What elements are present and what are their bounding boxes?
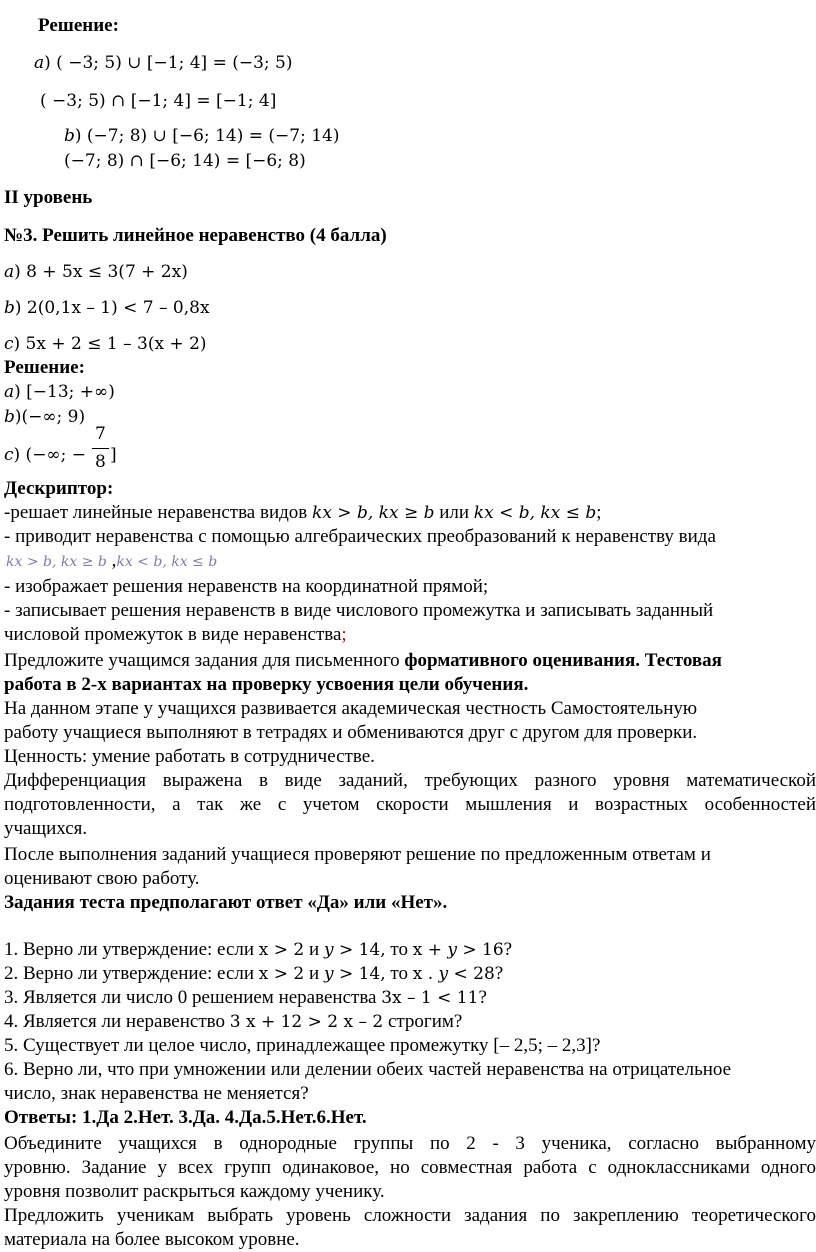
solution-1b-union: 𝑏) (−7; 8) ∪ [−6; 14) = (−7; 14): [64, 126, 340, 146]
paragraph-differentiation-line-3: учащихся.: [4, 818, 88, 839]
descriptor-line-5: - записывает решения неравенств в виде числового промежутка и записывать заданный: [4, 600, 714, 621]
descriptor-line-2: - приводит неравенства с помощью алгебраических преобразований к неравенству вида: [4, 526, 716, 547]
question-4: 4. Является ли неравенство 3 x + 12 > 2 x – 2 строгим?: [4, 1011, 463, 1032]
fraction-numerator: 7: [95, 424, 106, 444]
closing-paragraph-1-line-2: уровню. Задание у всех групп одинаковое, но совместная работа с одноклассниками одного: [4, 1157, 816, 1178]
descriptor-math-1: 𝑘𝑥 > 𝑏, 𝑘𝑥 ≥ 𝑏: [312, 503, 435, 523]
solution-heading-2: Решение:: [4, 357, 85, 378]
answers-line: Ответы: 1.Да 2.Нет. 3.Да. 4.Да.5.Нет.6.Нет.: [4, 1107, 367, 1128]
question-3: 3. Является ли число 0 решением неравенства 3x – 1 < 11?: [4, 987, 487, 1008]
task3-item-b: 𝑏) 2(0,1x – 1) < 7 – 0,8x: [4, 298, 210, 318]
descriptor-heading: Дескриптор:: [4, 478, 114, 499]
answer-a: 𝑎) [−13; +∞): [4, 382, 115, 402]
solution-1b-intersection: (−7; 8) ∩ [−6; 14) = [−6; 8): [64, 151, 306, 171]
task3-item-a: 𝑎) 8 + 5x ≤ 3(7 + 2x): [4, 262, 188, 282]
fraction-denominator: 8: [95, 452, 106, 472]
paragraph-check-line-1: После выполнения заданий учащиеся проверяют решение по предложенным ответам и: [4, 844, 711, 865]
question-6-line-1: 6. Верно ли, что при умножении или делении обеих частей неравенства на отрицательное: [4, 1059, 732, 1080]
descriptor-line-4: - изображает решения неравенств на координатной прямой;: [4, 576, 489, 597]
descriptor-math-2: 𝑘𝑥 < 𝑏, 𝑘𝑥 ≤ 𝑏: [473, 503, 597, 523]
descriptor-formula-image-2: kx < b, kx ≤ b: [116, 554, 218, 570]
descriptor-line-3: kx > b, kx ≥ b ,kx < b, kx ≤ b: [6, 550, 218, 571]
closing-paragraph-2-line-2: материала на более высоком уровне.: [4, 1229, 300, 1250]
closing-paragraph-2-line-1: Предложить ученикам выбрать уровень сложности задания по закреплению теоретического: [4, 1205, 816, 1226]
solution-heading-1: Решение:: [38, 15, 119, 36]
answer-c-prefix: 𝑐) (−∞; −: [4, 445, 86, 465]
paragraph-honesty-line-2: работу учащиеся выполняют в тетрадях и обмениваются друг с другом для проверки.: [4, 722, 698, 743]
closing-paragraph-1-line-1: Объедините учащихся в однородные группы по 2 - 3 ученика, согласно выбранному: [4, 1133, 816, 1154]
solution-1a-union: 𝑎) ( −3; 5) ∪ [−1; 4] = (−3; 5): [34, 53, 293, 73]
level-heading: II уровень: [4, 187, 93, 208]
question-2: 2. Верно ли утверждение: если x > 2 и 𝑦 > 14, то x . 𝑦 < 28?: [4, 963, 504, 984]
paragraph-value: Ценность: умение работать в сотрудничестве.: [4, 746, 375, 767]
descriptor-line-6: числовой промежуток в виде неравенства;: [4, 624, 347, 645]
paragraph-honesty-line-1: На данном этапе у учащихся развивается академическая честность Самостоятельную: [4, 698, 698, 719]
answer-b: 𝑏)(−∞; 9): [4, 407, 86, 427]
fraction-bar: [92, 448, 109, 449]
paragraph-formative-line-2: работа в 2-х вариантах на проверку усвоения цели обучения.: [4, 674, 529, 695]
task3-title: №3. Решить линейное неравенство (4 балла): [4, 225, 387, 246]
task3-item-c: 𝑐) 5x + 2 ≤ 1 – 3(x + 2): [4, 334, 207, 354]
paragraph-differentiation-line-1: Дифференциация выражена в виде заданий, требующих разного уровня математической: [4, 770, 816, 791]
paragraph-check-line-2: оценивают свою работу.: [4, 868, 200, 889]
question-5: 5. Существует ли целое число, принадлежащее промежутку [– 2,5; – 2,3]?: [4, 1035, 601, 1056]
closing-paragraph-1-line-3: уровня позволит раскрыться каждому ученику.: [4, 1181, 385, 1202]
answer-c-suffix: ]: [110, 445, 117, 465]
descriptor-line-1: -решает линейные неравенства видов 𝑘𝑥 > 𝑏, 𝑘𝑥 ≥ 𝑏 или 𝑘𝑥 < 𝑏, 𝑘𝑥 ≤ 𝑏;: [4, 502, 602, 523]
question-1: 1. Верно ли утверждение: если x > 2 и 𝑦 > 14, то x + 𝑦 > 16?: [4, 939, 513, 960]
paragraph-formative-line-1: Предложите учащимся задания для письменного формативного оценивания. Тестовая: [4, 650, 722, 671]
paragraph-differentiation-line-2: подготовленности, а так же с учетом скорости мышления и возрастных особенностей: [4, 794, 816, 815]
descriptor-formula-image-1: kx > b, kx ≥ b: [6, 554, 107, 570]
test-instructions: Задания теста предполагают ответ «Да» или «Нет».: [4, 892, 448, 913]
question-6-line-2: число, знак неравенства не меняется?: [4, 1083, 309, 1104]
solution-1a-intersection: ( −3; 5) ∩ [−1; 4] = [−1; 4]: [40, 91, 277, 111]
